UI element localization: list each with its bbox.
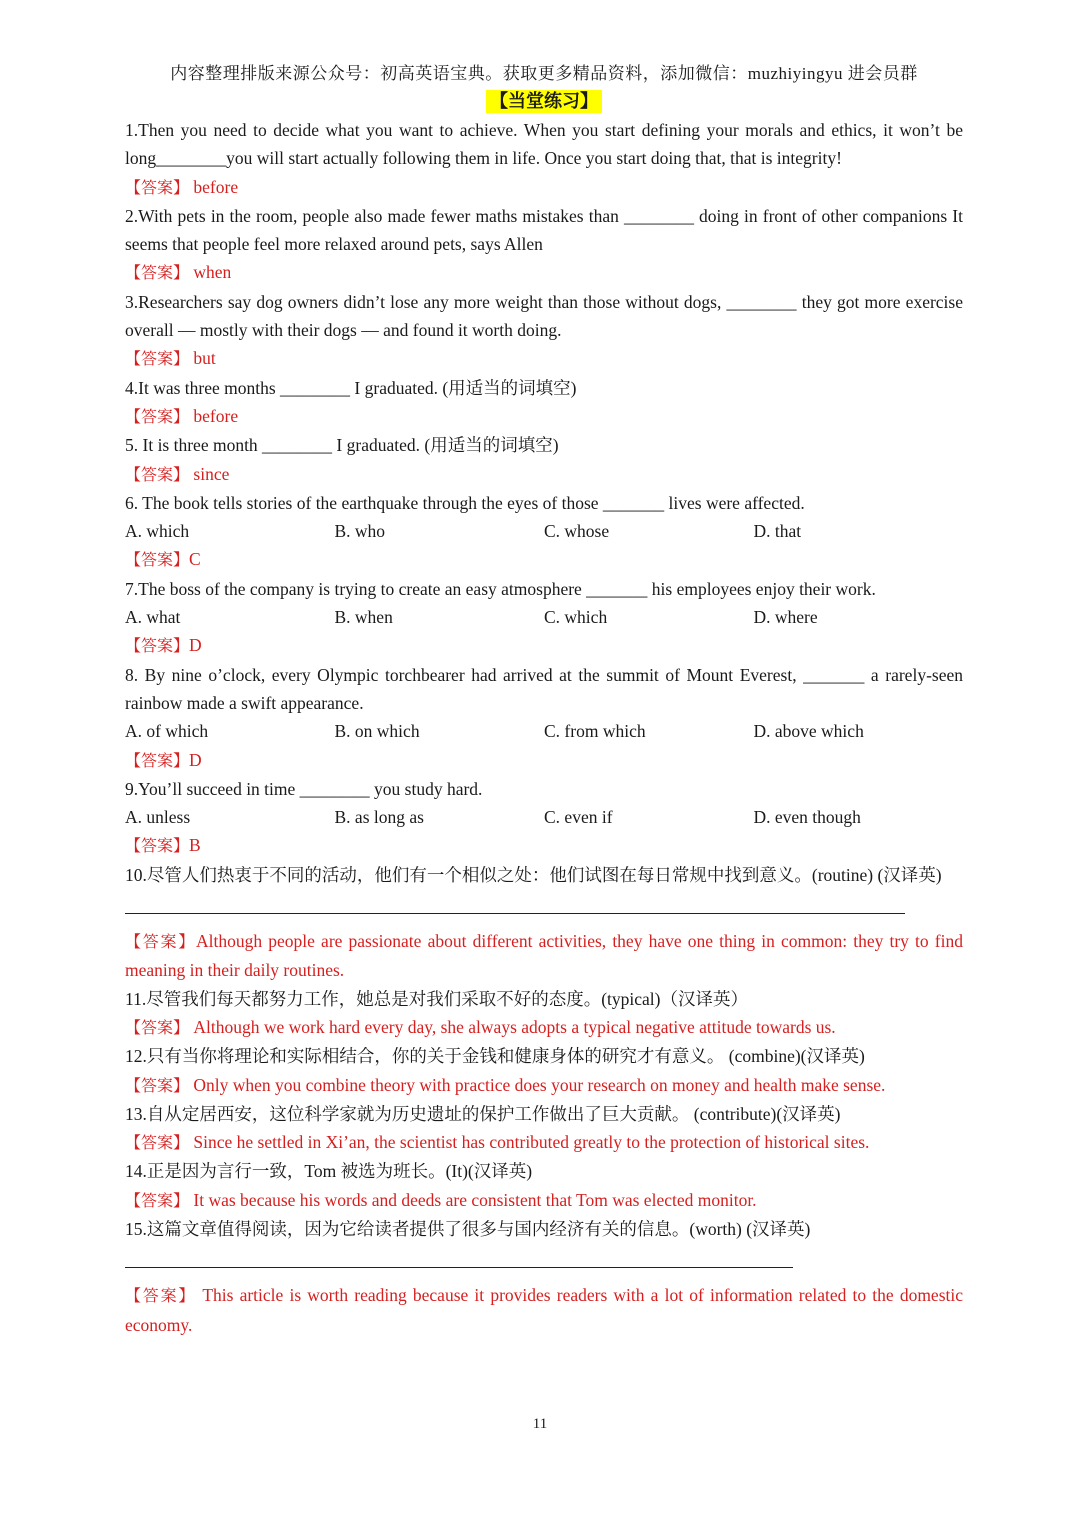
answer-15: 【答案】 This article is worth reading because it provides readers with a lot of information related to the domestic economy. [125, 1285, 964, 1335]
question-2: 2.With pets in the room, people also made fewer maths mistakes than ________ doing in front of other companions It seems that people feel more relaxed around pets, says Allen [125, 205, 963, 255]
answer-3: 【答案】 but [125, 348, 216, 369]
question-5: 5. It is three month ________ I graduated. (用适当的词填空) [125, 435, 559, 456]
option: A. of which [125, 721, 209, 742]
answer-1: 【答案】 before [125, 176, 239, 197]
answer-blank-line [125, 913, 905, 914]
question-6: 6. The book tells stories of the earthquake through the eyes of those _______ lives were affected. [125, 492, 805, 513]
answer-10: 【答案】Although people are passionate about different activities, they have one thing in common: they try to find meaning in their daily routines. [125, 931, 963, 981]
option: D. above which [753, 721, 864, 742]
options-7 [125, 603, 963, 631]
option: A. what [125, 607, 181, 628]
source-header: 内容整理排版来源公众号：初高英语宝典。获取更多精品资料，添加微信：muzhiyingyu 进会员群 [170, 64, 918, 83]
option: D. that [753, 521, 802, 542]
answer-7: 【答案】D [125, 635, 202, 656]
option: A. which [125, 521, 190, 542]
question-4: 4.It was three months ________ I graduated. (用适当的词填空) [125, 377, 577, 398]
option: C. which [544, 607, 608, 628]
answer-2: 【答案】 when [125, 262, 232, 283]
question-7: 7.The boss of the company is trying to create an easy atmosphere _______ his employees enjoy their work. [125, 578, 876, 599]
section-title: 【当堂练习】 [486, 90, 602, 113]
page-number: 11 [532, 1416, 548, 1432]
question-10: 10.尽管人们热衷于不同的活动，他们有一个相似之处：他们试图在每日常规中找到意义。(routine) (汉译英) [125, 864, 942, 885]
option: D. even though [753, 807, 861, 828]
option: C. even if [544, 807, 613, 828]
options-9 [125, 803, 963, 831]
options-6 [125, 517, 963, 545]
answer-13: 【答案】 Since he settled in Xi’an, the scientist has contributed greatly to the protection of historical sites. [125, 1132, 870, 1153]
question-9: 9.You’ll succeed in time ________ you study hard. [125, 778, 483, 799]
question-13: 13.自从定居西安，这位科学家就为历史遗址的保护工作做出了巨大贡献。 (contribute)(汉译英) [125, 1103, 841, 1124]
answer-12: 【答案】 Only when you combine theory with practice does your research on money and health make sense. [125, 1074, 886, 1095]
answer-8: 【答案】D [125, 749, 202, 770]
page-content [125, 60, 963, 1339]
option: A. unless [125, 807, 191, 828]
answer-14: 【答案】 It was because his words and deeds are consistent that Tom was elected monitor. [125, 1189, 757, 1210]
question-3: 3.Researchers say dog owners didn’t lose any more weight than those without dogs, ________ they got more exercise overall — mostly with their dogs — and found it worth doing. [125, 291, 963, 341]
answer-11: 【答案】 Although we work hard every day, she always adopts a typical negative attitude towards us. [125, 1016, 836, 1037]
question-15: 15.这篇文章值得阅读，因为它给读者提供了很多与国内经济有关的信息。(worth) (汉译英) [125, 1218, 811, 1239]
options-8 [125, 717, 963, 745]
option: C. from which [544, 721, 646, 742]
answer-5: 【答案】 since [125, 463, 230, 484]
question-11: 11.尽管我们每天都努力工作，她总是对我们采取不好的态度。(typical)（汉译英） [125, 988, 748, 1009]
option: B. who [334, 521, 386, 542]
option: B. when [334, 607, 393, 628]
option: D. where [753, 607, 818, 628]
question-8: 8. By nine o’clock, every Olympic torchbearer had arrived at the summit of Mount Everest, _______ a rarely-seen rainbow made a swift appearance. [125, 664, 963, 713]
question-1: 1.Then you need to decide what you want to achieve. When you start defining your morals and ethics, it won’t be long________you will start actually following them in life. Once you start doing that, that is integrity! [125, 120, 963, 169]
answer-6: 【答案】C [125, 549, 201, 570]
question-12: 12.只有当你将理论和实际相结合，你的关于金钱和健康身体的研究才有意义。 (combine)(汉译英) [125, 1046, 865, 1067]
answer-blank-line [125, 1267, 793, 1268]
question-14: 14.正是因为言行一致，Tom 被选为班长。(It)(汉译英) [125, 1161, 533, 1182]
answer-4: 【答案】 before [125, 405, 239, 426]
option: B. on which [334, 721, 420, 742]
option: C. whose [544, 521, 610, 542]
option: B. as long as [334, 807, 424, 828]
answer-9: 【答案】B [125, 835, 201, 856]
